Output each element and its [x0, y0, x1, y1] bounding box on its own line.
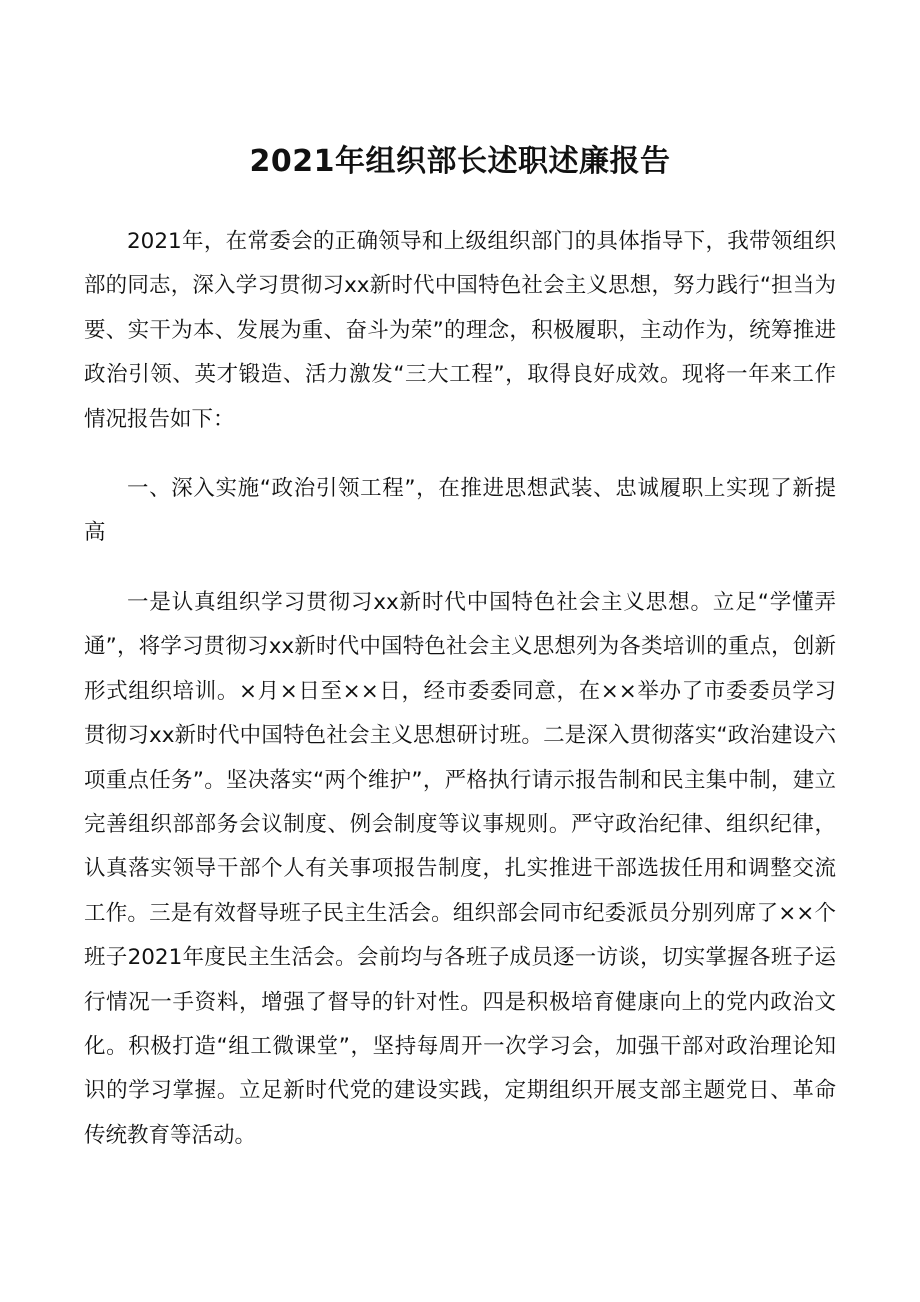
document-title: 2021年组织部长述职述廉报告 [249, 144, 671, 179]
section-heading-1: 一、深入实施“政治引领工程”，在推进思想武装、忠诚履职上实现了新提高 [84, 476, 836, 546]
paragraph-intro: 2021年，在常委会的正确领导和上级组织部门的具体指导下，我带领组织部的同志，深入学习贯彻习xx新时代中国特色社会主义思想，努力践行“担当为要、实干为本、发展为重、奋斗为荣”的理念，积极履职，主动作为，统筹推进政治引领、英才锻造、活力激发“三大工程”，取得良好成效。现将一年来工作情况报告如下： [84, 229, 836, 432]
paragraph-section-1-body: 一是认真组织学习贯彻习xx新时代中国特色社会主义思想。立足“学懂弄通”，将学习贯彻习xx新时代中国特色社会主义思想列为各类培训的重点，创新形式组织培训。×月×日至××日，经市委委同意，在××举办了市委委员学习贯彻习xx新时代中国特色社会主义思想研讨班。二是深入贯彻落实“政治建设六项重点任务”。坚决落实“两个维护”，严格执行请示报告制和民主集中制，建立完善组织部部务会议制度、例会制度等议事规则。严守政治纪律、组织纪律，认真落实领导干部个人有关事项报告制度，扎实推进干部选拔任用和调整交流工作。三是有效督导班子民主生活会。组织部会同市纪委派员分别列席了××个班子2021年度民主生活会。会前均与各班子成员逐一访谈，切实掌握各班子运行情况一手资料，增强了督导的针对性。四是积极培育健康向上的党内政治文化。积极打造“组工微课堂”，坚持每周开一次学习会，加强干部对政治理论知识的学习掌握。立足新时代党的建设实践，定期组织开展支部主题党日、革命传统教育等活动。 [84, 590, 836, 1148]
